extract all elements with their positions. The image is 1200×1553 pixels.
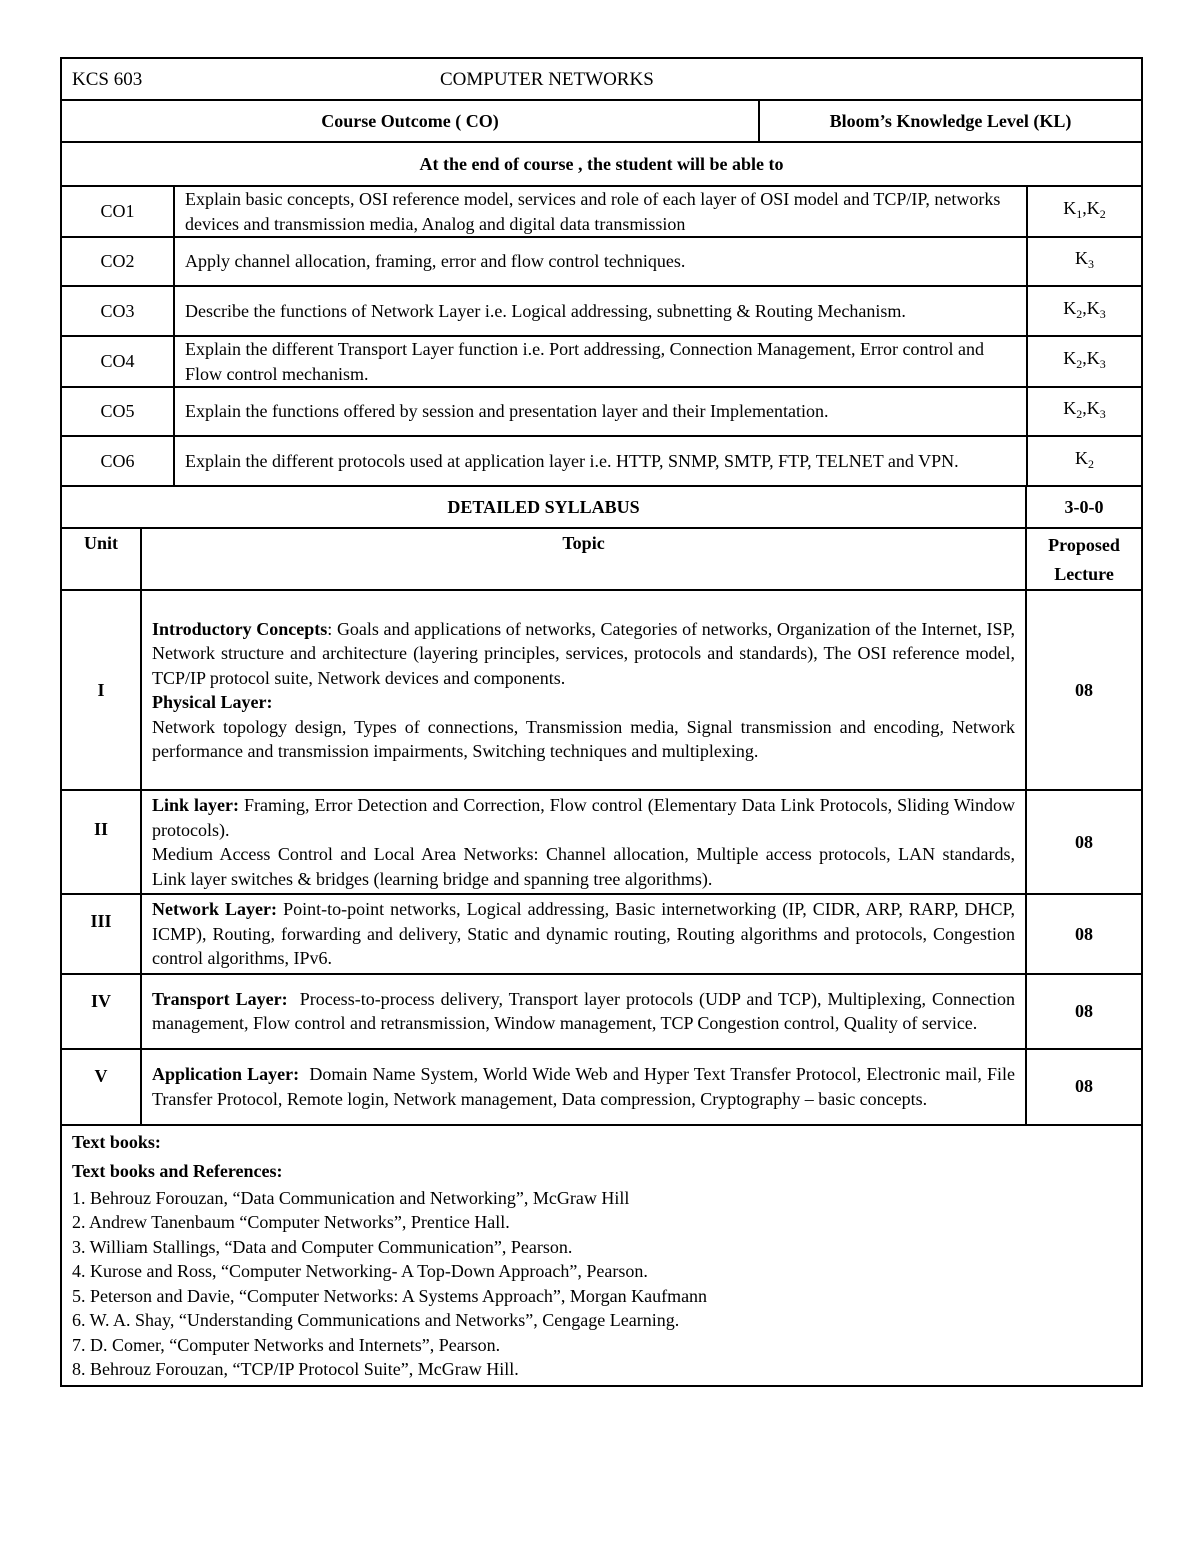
topic-heading: Introductory Concepts (152, 618, 328, 639)
course-outcome-table (60, 57, 1143, 487)
kl-letter: K (1086, 398, 1100, 419)
unit-topic (141, 590, 1026, 790)
unit-row (61, 894, 1142, 974)
kl-level: 2 (1076, 357, 1083, 372)
kl-header: Bloom’s Knowledge Level (KL) (759, 100, 1142, 142)
books-cell (61, 1125, 1142, 1386)
outcome-row (61, 286, 1142, 336)
outcome-text: Describe the functions of Network Layer i.e. Logical addressing, subnetting & Routing Mechanism. (174, 286, 1027, 336)
title-row (61, 58, 1142, 100)
outcome-row (61, 336, 1142, 387)
unit-row (61, 1049, 1142, 1125)
syllabus-header-row (61, 486, 1142, 528)
outcome-text: Explain basic concepts, OSI reference model, services and role of each layer of OSI model and TCP/IP, networks devices and transmission media, Analog and digital data transmission (174, 186, 1027, 237)
unit-row (61, 974, 1142, 1049)
outcome-kl: $K_2,K_3$ (1027, 286, 1142, 336)
kl-level: 1 (1076, 207, 1083, 222)
topic-block: Network topology design, Types of connections, Transmission media, Signal transmission and encoding, Network performance and transmission impairments, Switching techniques and multiplexing. (152, 716, 1016, 761)
syllabus-columns-row (61, 528, 1142, 590)
topic-paragraph (152, 793, 1015, 842)
topic-paragraph (152, 987, 1015, 1036)
kl-letter: K (1086, 198, 1100, 219)
topic-heading: Physical Layer: (152, 692, 273, 712)
intro-row (61, 142, 1142, 186)
topic-text: Process-to-process delivery, Transport layer protocols (UDP and TCP), Multiplexing, Connection management, Flow control and retransmission, Window management, TCP Congestion control, Quality of service. (152, 988, 1016, 1033)
kl-level: 2 (1088, 456, 1094, 471)
outcome-header: Course Outcome ( CO) (61, 100, 759, 142)
outcome-row (61, 387, 1142, 436)
kl-letter: K (1063, 398, 1077, 419)
col-lecture (1026, 528, 1142, 590)
outcome-kl: $K_1,K_2$ (1027, 186, 1142, 237)
topic-heading: Network Layer: (152, 899, 278, 919)
topic-block: Medium Access Control and Local Area Networks: Channel allocation, Multiple access protocols, LAN standards, Link layer switches & bridges (learning bridge and spanning tree algorithms). (152, 844, 1016, 889)
outcome-id: CO3 (61, 286, 174, 336)
outcome-text: Explain the different protocols used at application layer i.e. HTTP, SNMP, SMTP, FTP, TELNET and VPN. (174, 436, 1027, 486)
kl-letter: K (1075, 447, 1088, 468)
books-heading: Text books: (72, 1131, 161, 1152)
unit-number: III (61, 894, 141, 974)
unit-row (61, 790, 1142, 894)
topic-separator (299, 1064, 309, 1084)
book-item: 3. William Stallings, “Data and Computer Communication”, Pearson. (72, 1236, 573, 1257)
unit-topic (141, 1049, 1026, 1125)
outcome-id: CO1 (61, 186, 174, 237)
outcome-kl: $K_2,K_3$ (1027, 336, 1142, 387)
book-item: 7. D. Comer, “Computer Networks and Internets”, Pearson. (72, 1334, 501, 1355)
topic-text: Framing, Error Detection and Correction, Flow control (Elementary Data Link Protocols, Sliding Window protocols). (152, 795, 1016, 840)
books-row (61, 1125, 1142, 1386)
syllabus-ltp: 3-0-0 (1026, 486, 1142, 528)
unit-number: IV (61, 974, 141, 1049)
kl-letter: K (1086, 348, 1100, 369)
course-title: COMPUTER NETWORKS (440, 69, 654, 90)
outcome-row (61, 237, 1142, 286)
kl-letter: K (1063, 198, 1077, 219)
col-lecture-line1: Proposed (1048, 535, 1120, 555)
unit-topic (141, 894, 1026, 974)
unit-topic (141, 790, 1026, 894)
unit-lectures: 08 (1026, 894, 1142, 974)
kl-letter: K (1075, 248, 1088, 269)
topic-separator: : (327, 618, 337, 639)
unit-number: V (61, 1049, 141, 1125)
unit-number: II (61, 790, 141, 894)
outcome-id: CO6 (61, 436, 174, 486)
kl-level: 3 (1099, 306, 1106, 321)
unit-row (61, 590, 1142, 790)
outcome-row (61, 436, 1142, 486)
col-topic: Topic (141, 528, 1026, 590)
kl-letter: K (1086, 297, 1100, 318)
topic-text: Point-to-point networks, Logical addressing, Basic internetworking (IP, CIDR, ARP, RARP, DHCP, ICMP), Routing, forwarding and delivery, Static and dynamic routing, Routing algorithms and protocols, Congestion control algorithms, IPv6. (152, 899, 1016, 968)
topic-text: Domain Name System, World Wide Web and Hyper Text Transfer Protocol, Electronic mail, File Transfer Protocol, Remote login, Network management, Data compression, Cryptography – basic concepts. (152, 1064, 1016, 1109)
kl-letter: K (1063, 348, 1077, 369)
outcome-text: Explain the functions offered by session and presentation layer and their Implementation. (174, 387, 1027, 436)
outcome-list (61, 186, 1142, 486)
unit-number: I (61, 590, 141, 790)
syllabus-document (60, 57, 1141, 1387)
book-item: 5. Peterson and Davie, “Computer Networks: A Systems Approach”, Morgan Kaufmann (72, 1285, 708, 1306)
intro-text: At the end of course , the student will be able to (61, 142, 1142, 186)
kl-level: 3 (1099, 407, 1106, 422)
syllabus-title: DETAILED SYLLABUS (61, 486, 1026, 528)
unit-lectures: 08 (1026, 590, 1142, 790)
outcome-id: CO4 (61, 336, 174, 387)
topic-paragraph (152, 617, 1015, 691)
kl-level: 2 (1076, 407, 1083, 422)
topic-separator (288, 989, 300, 1009)
book-item: 2. Andrew Tanenbaum “Computer Networks”, Prentice Hall. (72, 1212, 510, 1232)
outcome-row (61, 186, 1142, 237)
topic-heading: Link layer: (152, 795, 239, 815)
kl-level: 3 (1099, 357, 1106, 372)
outcome-kl (1027, 436, 1142, 486)
topic-text: Goals and applications of networks, Categories of networks, Organization of the Internet, ISP, Network structure and architecture (layering principles, services, protocols and standards), The OSI reference model, TCP/IP protocol suite, Network devices and components. (152, 618, 1016, 688)
topic-paragraph (152, 1062, 1015, 1111)
topic-paragraph (152, 690, 1015, 715)
book-item: 4. Kurose and Ross, “Computer Networking- A Top-Down Approach”, Pearson. (72, 1261, 648, 1281)
outcome-kl: $K_2,K_3$ (1027, 387, 1142, 436)
kl-level: 2 (1099, 207, 1106, 222)
course-code: KCS 603 (72, 69, 143, 90)
unit-lectures: 08 (1026, 790, 1142, 894)
outcome-id: CO5 (61, 387, 174, 436)
outcome-id: CO2 (61, 237, 174, 286)
book-list (72, 1186, 1131, 1382)
unit-lectures: 08 (1026, 974, 1142, 1049)
col-lecture-line2: Lecture (1054, 564, 1114, 584)
topic-heading: Application Layer: (152, 1064, 300, 1084)
unit-list (61, 590, 1142, 1125)
unit-lectures: 08 (1026, 1049, 1142, 1125)
topic-heading: Transport Layer: (152, 988, 288, 1009)
outcome-text: Apply channel allocation, framing, error and flow control techniques. (174, 237, 1027, 286)
unit-topic (141, 974, 1026, 1049)
book-item: 6. W. A. Shay, “Understanding Communications and Networks”, Cengage Learning. (72, 1310, 680, 1330)
book-item: 8. Behrouz Forouzan, “TCP/IP Protocol Suite”, McGraw Hill. (72, 1359, 519, 1379)
references-heading: Text books and References: (72, 1160, 283, 1181)
book-item: 1. Behrouz Forouzan, “Data Communication and Networking”, McGraw Hill (72, 1187, 630, 1208)
kl-level: 3 (1088, 257, 1094, 272)
outcome-kl (1027, 237, 1142, 286)
kl-letter: K (1063, 297, 1077, 318)
outcome-text: Explain the different Transport Layer function i.e. Port addressing, Connection Management, Error control and Flow control mechanism. (174, 336, 1027, 387)
outcome-header-row (61, 100, 1142, 142)
kl-level: 2 (1076, 306, 1083, 321)
col-unit: Unit (61, 528, 141, 590)
syllabus-table (60, 485, 1143, 1387)
topic-paragraph (152, 897, 1015, 971)
